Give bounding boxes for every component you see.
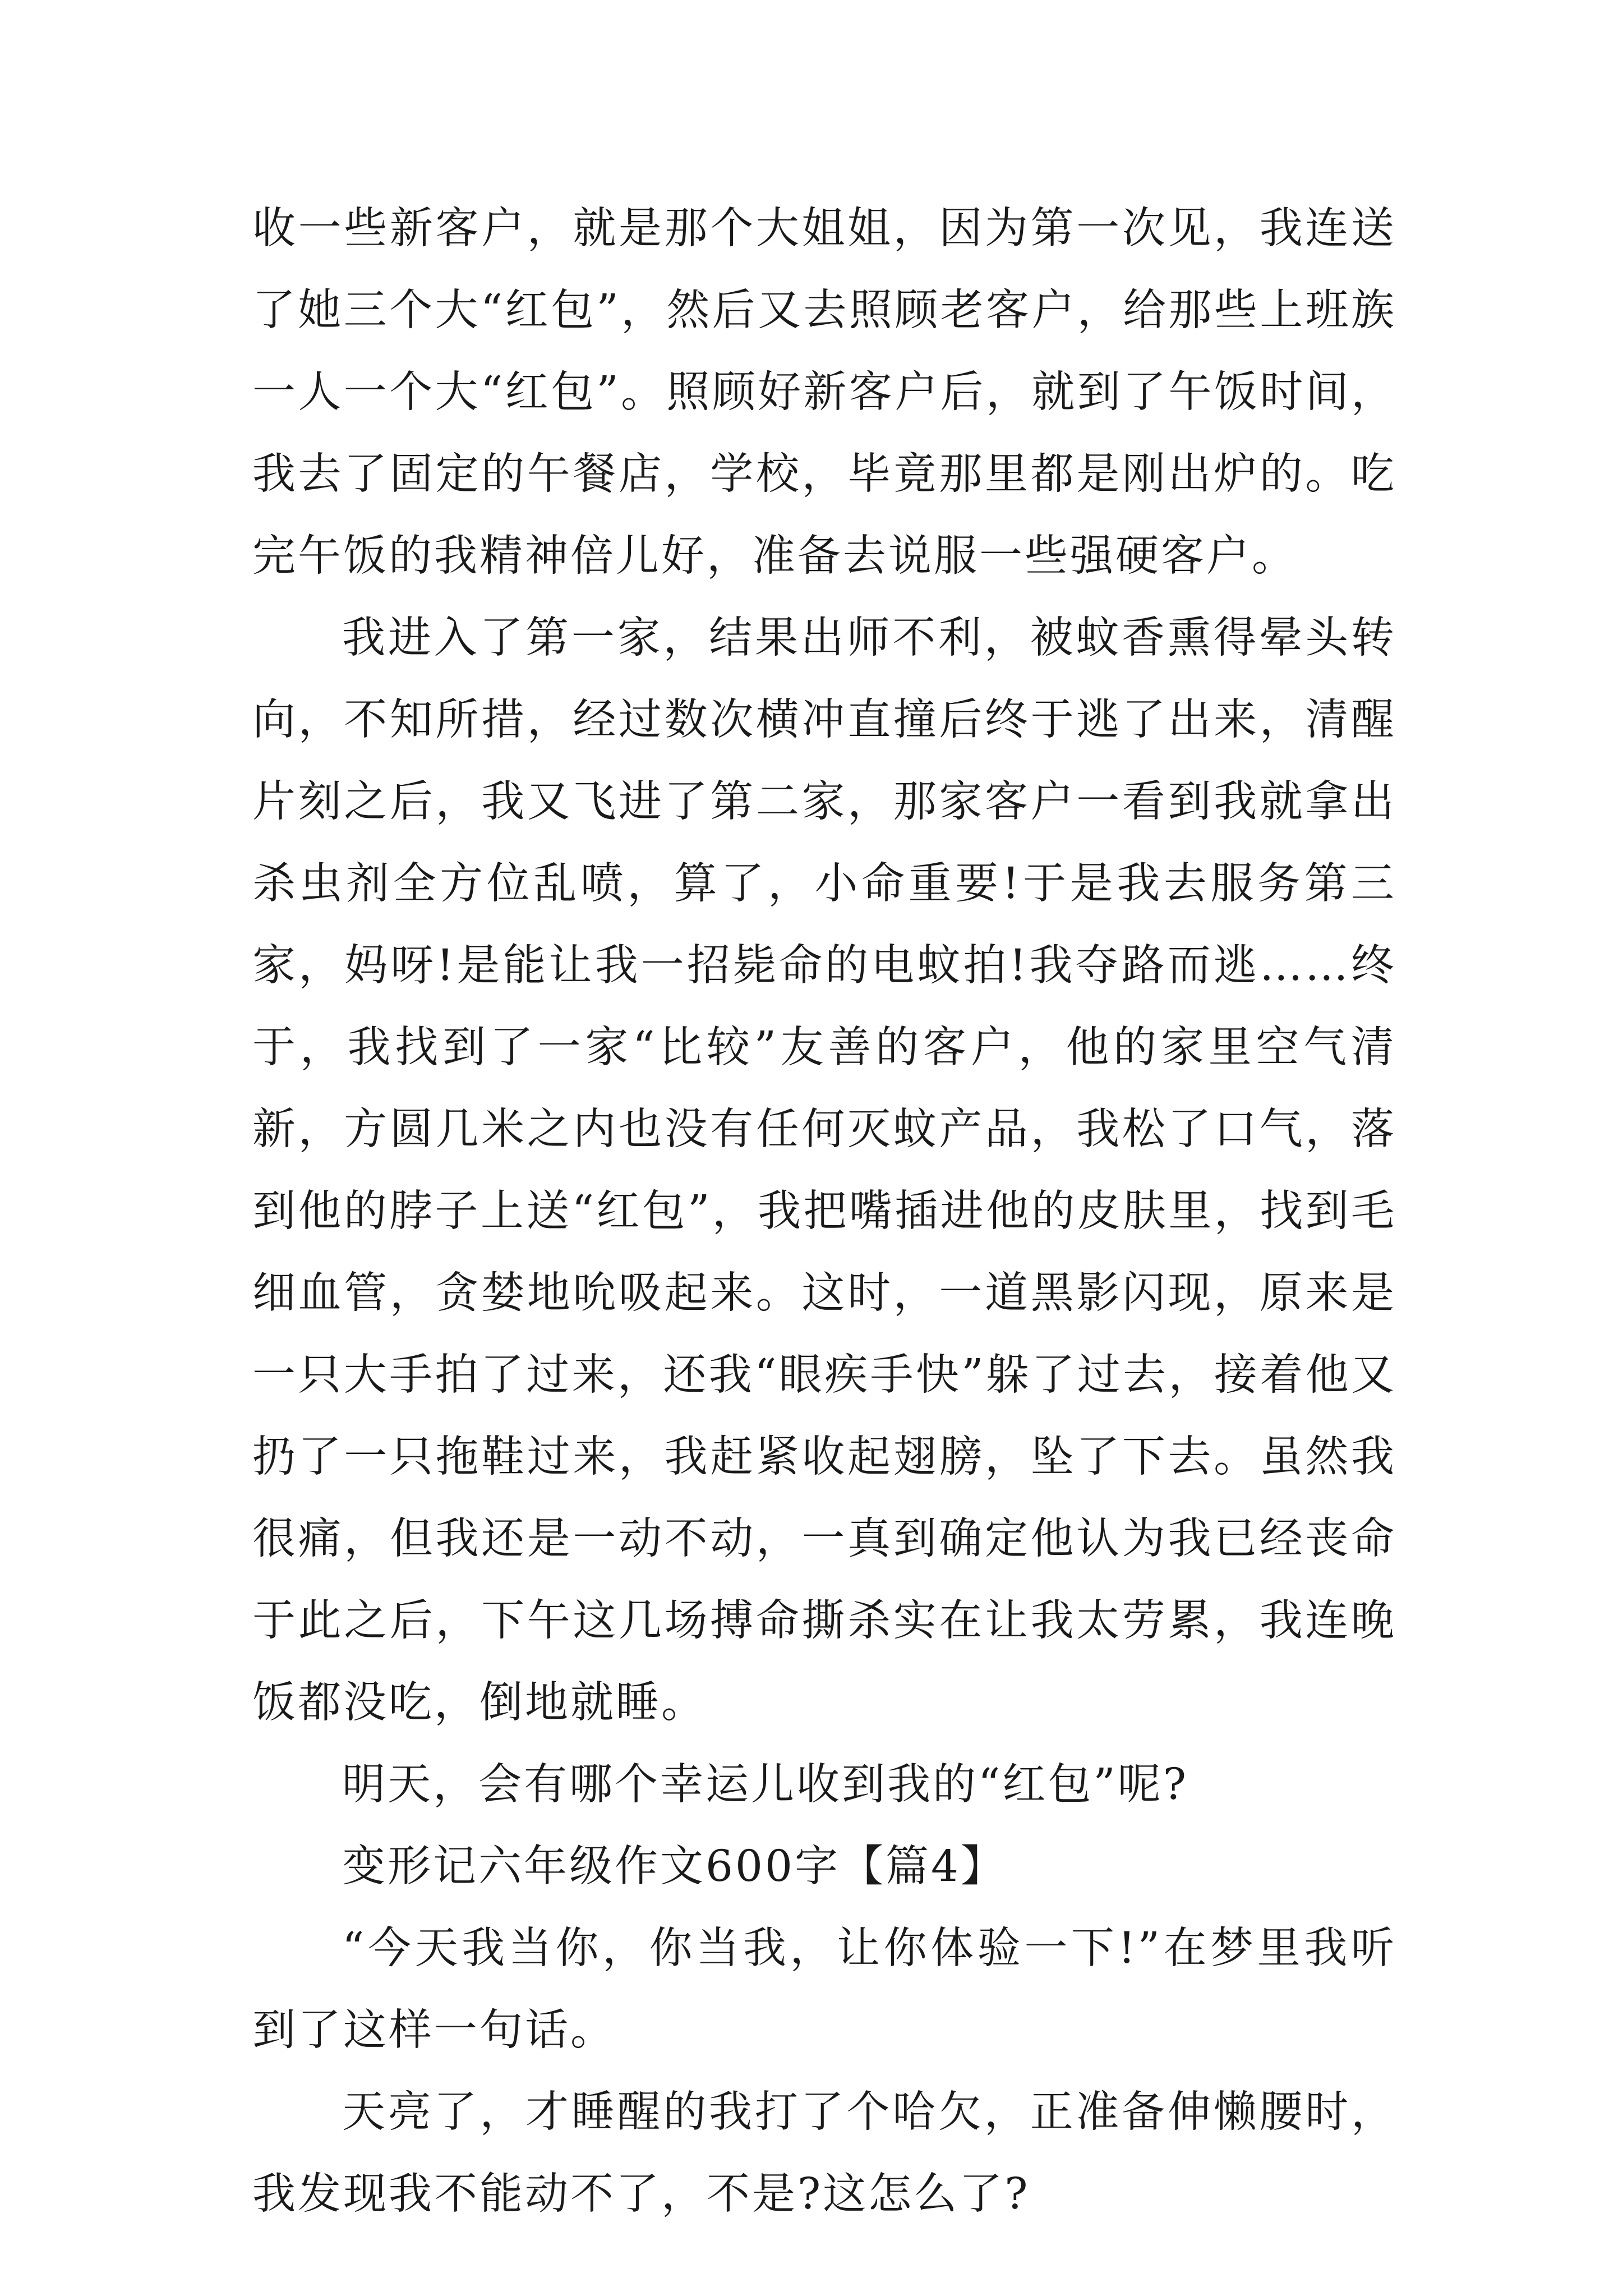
document-body bbox=[252, 188, 1396, 2235]
section-heading: 变形记六年级作文600字【篇4】 bbox=[342, 1842, 1006, 1892]
paragraph-waking: 天亮了，才睡醒的我打了个哈欠，正准备伸懒腰时，我发现我不能动不了，不是?这怎么了? bbox=[252, 2087, 1396, 2219]
paragraph-dream-quote: “今天我当你，你当我，让你体验一下!”在梦里我听到了这样一句话。 bbox=[252, 1924, 1396, 2055]
paragraph-closing-question: 明天，会有哪个幸运儿收到我的“红包”呢? bbox=[342, 1760, 1189, 1810]
paragraph-continuation: 收一些新客户，就是那个大姐姐，因为第一次见，我连送了她三个大“红包”，然后又去照顾老客户，给那些上班族一人一个大“红包”。照顾好新客户后，就到了午饭时间，我去了固定的午餐店，学校，毕竟那里都是刚出炉的。吃完午饭的我精神倍儿好，准备去说服一些强硬客户。 bbox=[252, 204, 1396, 581]
paragraph-story: 我进入了第一家，结果出师不利，被蚊香熏得晕头转向，不知所措，经过数次横冲直撞后终于逃了出来，清醒片刻之后，我又飞进了第二家，那家客户一看到我就拿出杀虫剂全方位乱喷，算了，小命重要!于是我去服务第三家，妈呀!是能让我一招毙命的电蚊拍!我夺路而逃……终于，我找到了一家“比较”友善的客户，他的家里空气清新，方圆几米之内也没有任何灭蚊产品，我松了口气，落到他的脖子上送“红包”，我把嘴插进他的皮肤里，找到毛细血管，贪婪地吮吸起来。这时，一道黑影闪现，原来是一只大手拍了过来，还我“眼疾手快”躲了过去，接着他又扔了一只拖鞋过来，我赶紧收起翅膀，坠了下去。虽然我很痛，但我还是一动不动，一真到确定他认为我已经丧命于此之后，下午这几场搏命撕杀实在让我太劳累，我连晚饭都没吃，倒地就睡。 bbox=[252, 613, 1396, 1728]
